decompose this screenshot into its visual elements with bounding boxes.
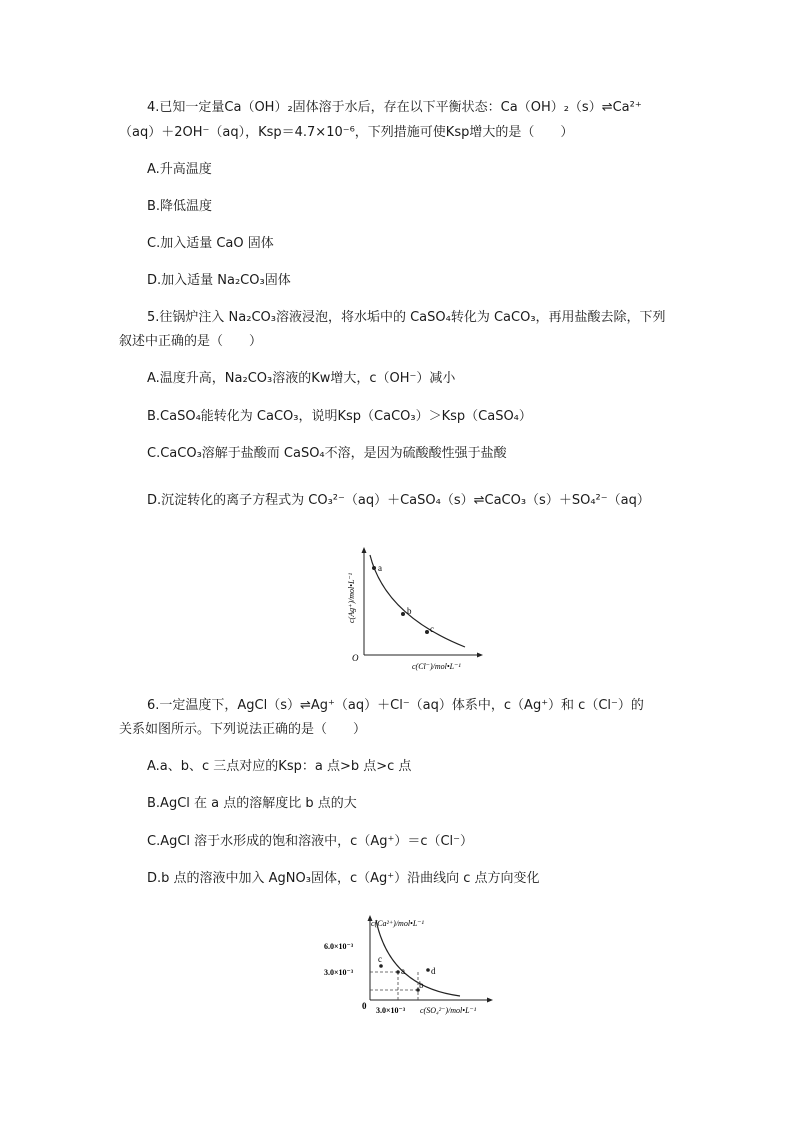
q4-option-d: D.加入适量 Na₂CO₃固体 xyxy=(147,273,291,288)
fig2-point-d xyxy=(426,968,430,972)
q4-option-b: B.降低温度 xyxy=(147,199,213,214)
q4-option-a: A.升高温度 xyxy=(147,162,212,177)
fig1-ylabel: c(Ag⁺)/mol•L⁻¹ xyxy=(347,572,356,623)
fig2-origin: 0 xyxy=(362,1001,367,1011)
q4-option-c: C.加入适量 CaO 固体 xyxy=(147,236,274,251)
q5-stem-line2: 叙述中正确的是（ ） xyxy=(119,334,263,349)
fig1-label-a: a xyxy=(378,563,382,573)
fig2-ytick-high: 6.0×10⁻³ xyxy=(324,942,354,951)
fig1-origin: O xyxy=(352,653,359,663)
fig1-curve xyxy=(370,555,465,647)
fig2-ylabel: c(Ca²⁺)/mol•L⁻¹ xyxy=(371,919,424,928)
q6-stem-line2: 关系如图所示。下列说法正确的是（ ） xyxy=(119,722,367,737)
fig2-xtick: 3.0×10⁻³ xyxy=(376,1006,406,1015)
fig1-xlabel: c(Cl⁻)/mol•L⁻¹ xyxy=(412,662,461,671)
q6-option-c: C.AgCl 溶于水形成的饱和溶液中，c（Ag⁺）＝c（Cl⁻） xyxy=(147,834,474,849)
fig1-point-a xyxy=(372,566,376,570)
fig2-xlabel: c(SO₄²⁻)/mol•L⁻¹ xyxy=(420,1006,477,1015)
q6-option-b: B.AgCl 在 a 点的溶解度比 b 点的大 xyxy=(147,796,357,811)
q4-stem-line1: 4.已知一定量Ca（OH）₂固体溶于水后，存在以下平衡状态：Ca（OH）₂（s）⇌Ca²⁺ xyxy=(147,100,642,115)
q4-stem-line2: （aq）＋2OH⁻（aq），Ksp＝4.7×10⁻⁶，下列措施可使Ksp增大的是（ ） xyxy=(119,125,574,140)
figure-caso4-curve xyxy=(320,912,500,1022)
fig2-point-c xyxy=(379,964,383,968)
q5-option-b: B.CaSO₄能转化为 CaCO₃，说明Ksp（CaCO₃）＞Ksp（CaSO₄） xyxy=(147,409,532,424)
q5-option-d: D.沉淀转化的离子方程式为 CO₃²⁻（aq）＋CaSO₄（s）⇌CaCO₃（s）＋SO₄²⁻（aq） xyxy=(147,493,650,508)
fig2-x-arrow xyxy=(487,998,493,1003)
q6-option-a: A.a、b、c 三点对应的Ksp：a 点>b 点>c 点 xyxy=(147,759,412,774)
q5-option-a: A.温度升高，Na₂CO₃溶液的Kw增大，c（OH⁻）减小 xyxy=(147,371,456,386)
fig2-label-b: b xyxy=(419,980,424,990)
fig1-point-b xyxy=(401,612,405,616)
q5-option-c: C.CaCO₃溶解于盐酸而 CaSO₄不溶，是因为硫酸酸性强于盐酸 xyxy=(147,446,507,461)
fig1-point-c xyxy=(425,630,429,634)
q6-stem-line1: 6.一定温度下，AgCl（s）⇌Ag⁺（aq）＋Cl⁻（aq）体系中，c（Ag⁺）和 c（Cl⁻）的 xyxy=(147,698,644,713)
q5-stem-line1: 5.往锅炉注入 Na₂CO₃溶液浸泡，将水垢中的 CaSO₄转化为 CaCO₃，再用盐酸去除，下列 xyxy=(147,310,666,325)
fig1-y-arrow xyxy=(362,547,367,553)
q6-option-d: D.b 点的溶液中加入 AgNO₃固体，c（Ag⁺）沿曲线向 c 点方向变化 xyxy=(147,871,540,886)
fig2-label-a: a xyxy=(401,966,405,976)
fig2-label-d: d xyxy=(431,966,436,976)
figure-agcl-curve xyxy=(340,545,490,675)
fig2-label-c: c xyxy=(378,954,382,964)
fig1-x-arrow xyxy=(477,653,483,658)
fig2-point-a xyxy=(396,970,400,974)
fig1-label-b: b xyxy=(407,606,412,616)
fig2-ytick-low: 3.0×10⁻³ xyxy=(324,968,354,977)
fig1-label-c: c xyxy=(430,624,434,634)
